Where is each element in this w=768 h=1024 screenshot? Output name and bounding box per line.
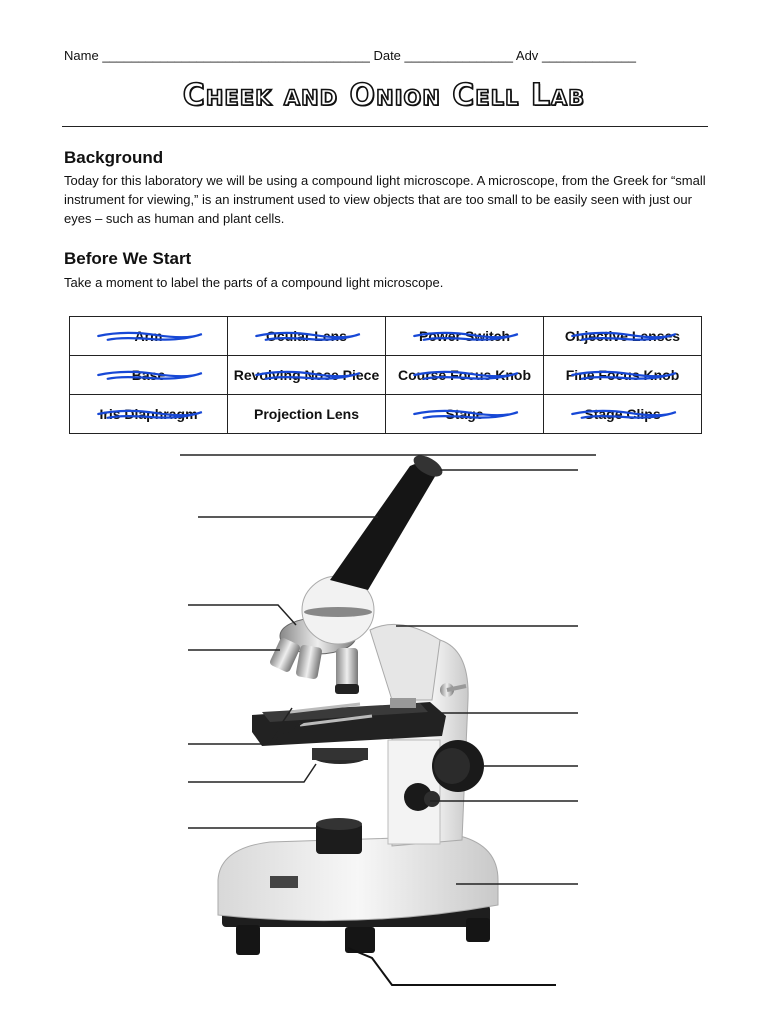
date-blank[interactable]: _______________ <box>404 48 513 63</box>
base-badge <box>270 876 298 888</box>
word-bank-cell <box>70 317 228 356</box>
arm-upper <box>370 624 440 700</box>
word-bank-term: Base <box>131 366 166 383</box>
adv-blank[interactable]: _____________ <box>541 48 636 63</box>
word-bank-term: Ocular Lens <box>266 327 347 344</box>
name-blank[interactable]: _____________________________________ <box>102 48 370 63</box>
word-bank-cell <box>544 395 702 434</box>
date-label: Date <box>373 48 401 63</box>
before-text: Take a moment to label the parts of a compound light microscope. <box>64 275 444 290</box>
condenser <box>312 748 368 760</box>
label-line-13 <box>348 948 556 985</box>
eyepiece-tube <box>330 462 440 590</box>
page-title: Cheek and Onion Cell Lab <box>182 78 586 113</box>
microscope-diagram <box>0 440 768 1024</box>
word-bank-cell <box>386 395 544 434</box>
base-foot-right <box>466 918 490 942</box>
coarse-knob-face <box>434 748 470 784</box>
word-bank-term: Objective Lenses <box>564 327 681 344</box>
word-bank-term: Projection Lens <box>253 405 360 422</box>
word-bank-cell <box>228 317 386 356</box>
objective-tip <box>335 684 359 694</box>
head-ring <box>304 607 372 617</box>
word-bank-term: Fine Focus Knob <box>565 366 680 383</box>
word-bank-term: Revolving Nose Piece <box>233 366 380 383</box>
word-bank-cell <box>386 356 544 395</box>
word-bank-cell <box>544 356 702 395</box>
word-bank-term: Stage <box>445 405 484 422</box>
fine-knob-side <box>424 791 440 807</box>
word-bank-term: Course Focus Knob <box>397 366 531 383</box>
title-divider <box>62 126 708 127</box>
word-bank-cell <box>386 317 544 356</box>
word-bank-table <box>69 316 702 434</box>
word-bank-term: Power Switch <box>418 327 511 344</box>
word-bank-cell <box>70 395 228 434</box>
base-foot-left <box>236 925 260 955</box>
objective-lens-3 <box>336 648 358 688</box>
word-bank-term: Arm <box>134 327 163 344</box>
header-fields <box>64 48 636 63</box>
background-heading: Background <box>64 148 164 167</box>
light-source-top <box>316 818 362 830</box>
word-bank-cell <box>70 356 228 395</box>
word-bank-cell <box>544 317 702 356</box>
label-line-2 <box>188 605 296 625</box>
name-label: Name <box>64 48 99 63</box>
stage-holder <box>390 698 416 708</box>
background-text: Today for this laboratory we will be using a compound light microscope. A microscope, from the Greek for “small instrument for viewing,” is an instrument used to view objects that are too small to be easily seen with just our eyes – such as human and plant cells. <box>64 173 706 226</box>
word-bank-row <box>70 317 702 356</box>
before-heading: Before We Start <box>64 249 192 268</box>
word-bank-cell <box>228 395 386 434</box>
word-bank-cell <box>228 356 386 395</box>
word-bank-row <box>70 395 702 434</box>
word-bank-term: Iris Diaphragm <box>99 405 198 422</box>
label-line-5 <box>188 764 316 782</box>
adv-label: Adv <box>515 48 539 63</box>
word-bank-term: Stage Clips <box>584 405 661 422</box>
word-bank-row <box>70 356 702 395</box>
